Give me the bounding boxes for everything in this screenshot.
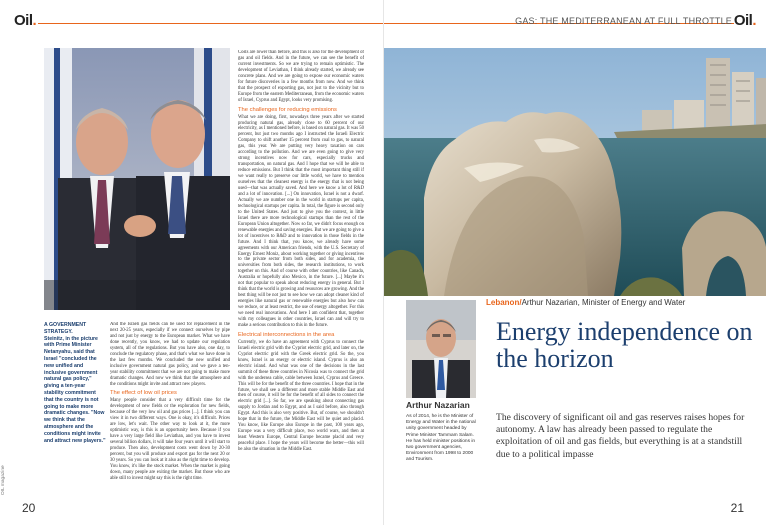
section-heading: The effect of low oil prices — [110, 390, 177, 397]
page-number: 20 — [22, 501, 36, 515]
header-rule — [38, 23, 383, 24]
article-headline: Energy independence on the horizon — [496, 317, 753, 373]
paragraph: Many people consider that a very difficult time for the development of new fields or the exploration for new fields, because of the very low oil and gas prices [...]. I think you can view it in two different ways. One is okay, it's difficult. Prices are low, let's wait. The other way to look at it, the more optimistic way, is this is an opportunity here. Because if you have a very large field like Leviathan, and you have to invest several billion dollars, it will take four years until it will start to produce. Then also, development costs went down by 20-30 percent, but you will produce and export gas for the next 20 or 30 years. So you can look at it also as the right time to develop. You know, it's like the stock market. When the market is going down, many people are exiting the market. But those who are able still to invest might say this is the right time. — [110, 398, 230, 481]
magazine-logo: Oil. — [14, 12, 37, 29]
officials-photo — [44, 48, 230, 310]
photo-caption — [44, 322, 106, 444]
article-standfirst: The discovery of significant oil and gas reserves raises hopes for autonomy. A law has already been passed to regulate the exploitation of oil and gas fields, but everything is at a standstill due to a political impasse — [496, 412, 745, 460]
body-column-2 — [238, 50, 364, 510]
body-column-1 — [110, 322, 230, 512]
coastline-photo — [384, 48, 766, 296]
caption-tag: A GOVERNMENT STRATEGY. — [44, 322, 87, 335]
kicker-country: Lebanon/ — [486, 298, 522, 307]
article-kicker — [486, 298, 685, 307]
paragraph: What we are doing, first, nowadays three years after we started producing natural gas, already close to 60 percent of our electricity, as I mentioned before, is based on natural gas. It was 50 percent, but just two months ago I instructed the Israeli Electric Company to shift another 15 percent from coal to gas, to natural gas, this year. We are putting very heavy taxation on cars according to the pollution. And we are even going to give very strong incentives now for cars, especially trucks and transportation, on natural gas. And I hope that we will be able to reduce emissions. But I think that the most important thing still if we want really to preserve our little world, we have to mention ourselves that the cleanest energy is the energy that is not being used—that was actually saved. And here we know a lot of R&D and a lot of innovation. [...] On innovation, Israel is not a dwarf. Actually we are number one in the world in startups per capita, technological startups per capita. In total, the figure is second only to the United States. And just to give you the context, in little Israel there are more technological startups than the rest of the European Union altogether. Now so far, we didn't focus enough on renewable energies and saving energies. But we are going to give a lot of incentives to R&D and to innovation in those fields in the future. And I think that, you know, we already have some agreements with our American friends, with the U.S. Secretary of Energy Ernest Moniz, about working together or giving incentives to the private sector from both sides, and for academia, the universities from both sides, the research institutions, to work together on this. And of course with other countries, like Canada, Australia or hopefully also Mexico, in the future. [...] Maybe it's not that popular to speak about reducing energy in general. But I think that the world is growing and resources are growing. And the best thing will be not just to see how we can adopt cleaner kind of energies like natural gas or renewable energies but also how can we reduce, or at least restrict, the use of energy altogether. For this we need real innovations. And here I am confident that, together with my colleagues in other countries, Israel can and will try to make a serious contribution to this in the future. — [238, 114, 364, 328]
section-heading: Electrical interconnections in the area — [238, 331, 335, 338]
minister-bio: As of 2014, he is the Minister of Energy and Water in the national unity government headed by Prime Minister Tammam Salam. He has held minister positions in two government agencies, Environment from 1998 to 2000 and Tourism. — [406, 414, 476, 463]
caption-text: Steinitz, in the picture with Prime Minister Netanyahu, said that Israel "concluded the new unified and inclusive government natural gas policy," giving a ten-year stability commitment that the country is not going to make more dramatic changes. "Now we think that the atmosphere and the conditions might invite and attract new players." — [44, 335, 106, 444]
magazine-logo: Oil. — [733, 12, 756, 29]
minister-portrait — [406, 300, 476, 398]
paragraph: Currently, we do have an agreement with Cyprus to connect the Israeli electric grid with the Cypriot electric grid, and later on, the Cypriot electric grid with the Greek electric grid. So the, you know, Israel is an energy or electric island. Cyprus is also an electric island. And what was one of the decisions in the last summit of these three countries in Nicosia was to connect the grid with the undersea cable, cable between Israel, Cyprus and Greece. This will be for the benefit of the three countries. I hope that in the future, we shall see a different and more stable Middle East and then of course, it will be for the benefit of all sides to connect the electric grid [...]. So far, we are speaking about connecting gas supply to Jordan and to Egypt, and as I said before, also through Egypt. And this is also very positive. But, of course, we shouldn't hope that in the future, the Middle East will be quiet and placid. You know, like Europe also Europe in the past, 100 years ago, Europe was a very difficult place, two world wars, and then at least Western Europe, Central Europe became placid and very peaceful place. I hope the years will become the better—this will be also the situation in the Middle East. — [238, 339, 364, 453]
side-brand: OIL magazine — [1, 465, 6, 495]
minister-name: Arthur Nazarian — [406, 400, 470, 410]
paragraph: Costs are lower than before, and this is also for the development of gas and oil fields. And in the future, we can see the benefit of current investments. So we are trying to remain optimistic. The development of Leviathan, I think already started, we already see concrete plans. And we are going to expose our economic waters for future discoveries in a few months from now. And we think that the prospect of exporting gas, not just to the vicinity but to Europe from the eastern Mediterranean, from the economic waters of Israel, Cyprus and Egypt, looks very promising. — [238, 50, 364, 103]
paragraph: And the Israeli gas fields can be used for replacement in the next 20-25 years, especially if we connect ourselves by pipe and not just by energy to the European market. What we have done recently, you know, we had to update our regulation system, all of the regulations. But you have also, one day, to conclude the regulatory phase, and that's what we have done in the last few months. We concluded the new unified and inclusive government natural gas policy, and we gave a ten-year stability commitment that we are not going to make more dramatic changes. And now we think that the atmosphere and the conditions might invite and attract new players. — [110, 322, 230, 387]
page-number: 21 — [730, 501, 744, 515]
running-head: GAS: THE MEDITERRANEAN AT FULL THROTTLE — [515, 16, 732, 26]
right-page — [383, 0, 766, 525]
section-heading: The challenges for reducing emissions — [238, 106, 337, 113]
kicker-text: Arthur Nazarian, Minister of Energy and Water — [521, 298, 686, 307]
